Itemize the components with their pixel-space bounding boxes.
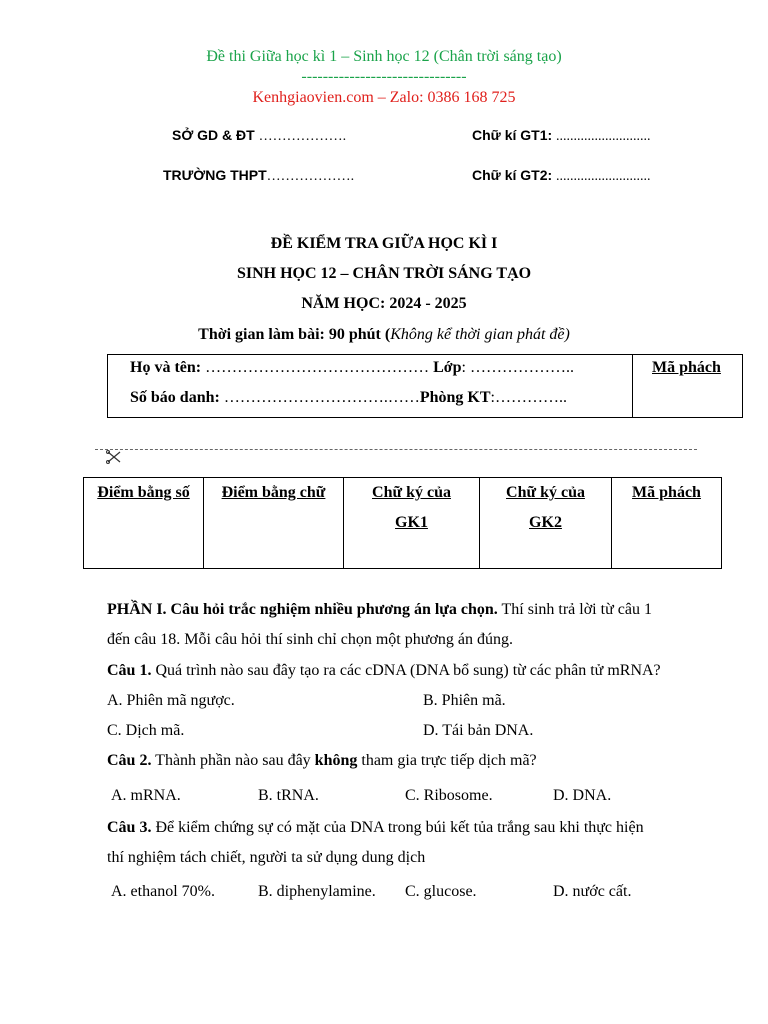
- q2-option-a: A. mRNA.: [111, 787, 181, 804]
- exam-title-line1: ĐỀ KIỂM TRA GIỮA HỌC KÌ I: [270, 235, 498, 252]
- gk1-header-line2: GK1: [395, 514, 428, 531]
- sbd-label: Số báo danh:: [130, 389, 220, 406]
- part1-instruction: đến câu 18. Mỗi câu hỏi thí sinh chỉ chọn một phương án đúng.: [107, 631, 513, 648]
- question-2: [107, 751, 537, 771]
- room-label: Phòng KT: [419, 389, 491, 406]
- gk2-signature-cell: [480, 478, 612, 568]
- exam-year: NĂM HỌC: 2024 - 2025: [301, 295, 467, 312]
- class-dots: : ………………..: [461, 359, 574, 376]
- q1-option-b: B. Phiên mã.: [423, 692, 506, 709]
- scissors-icon: [106, 450, 122, 464]
- question-2-text-bold: không: [314, 752, 358, 769]
- dash-separator: -------------------------------: [301, 68, 467, 85]
- name-row: [130, 358, 574, 378]
- room-dots: :…………..: [490, 389, 567, 406]
- so-gd-label: [172, 127, 346, 145]
- gk2-header-line2: GK2: [529, 514, 562, 531]
- score-words-cell: [204, 478, 344, 568]
- gt2-label: Chữ kí GT2:: [472, 167, 557, 183]
- name-dots: ……………………………………: [201, 359, 434, 376]
- so-gd-dots: ……………….: [258, 129, 347, 144]
- question-2-label: Câu 2.: [107, 752, 152, 769]
- gk2-header-line1: Chữ ký của: [506, 484, 585, 501]
- exam-duration: [0, 325, 768, 345]
- name-label: Họ và tên:: [130, 359, 202, 376]
- q2-option-c: C. Ribosome.: [405, 787, 493, 804]
- q2-option-b: B. tRNA.: [258, 787, 319, 804]
- q3-option-d: D. nước cất.: [553, 883, 632, 900]
- ma-phach-top: Mã phách: [652, 359, 721, 376]
- question-3-line2: thí nghiệm tách chiết, người ta sử dụng dung dịch: [107, 849, 426, 866]
- part1-heading-bold: PHẦN I. Câu hỏi trắc nghiệm nhiều phương án lựa chọn.: [107, 601, 498, 618]
- question-2-text-before: Thành phần nào sau đây: [151, 752, 315, 769]
- gt1-label: Chữ kí GT1:: [472, 127, 557, 143]
- q1-option-d: D. Tái bản DNA.: [423, 722, 534, 739]
- question-1: [107, 661, 661, 681]
- gt1-dots: ...........................: [556, 129, 651, 144]
- cut-line: [95, 449, 697, 450]
- truong-text: TRƯỜNG THPT: [163, 167, 267, 183]
- site-contact-line: Kenhgiaovien.com – Zalo: 0386 168 725: [252, 89, 516, 106]
- question-1-text: Quá trình nào sau đây tạo ra các cDNA (DNA bổ sung) từ các phân tử mRNA?: [151, 662, 661, 679]
- score-number-header: Điểm bằng số: [97, 484, 190, 501]
- gk1-signature-cell: [344, 478, 480, 568]
- ma-phach-cell: [612, 478, 721, 568]
- info-box-divider: [632, 355, 633, 418]
- truong-dots: ……………….: [266, 169, 355, 184]
- duration-note: Không kể thời gian phát đề): [390, 326, 570, 343]
- sbd-row: [130, 388, 567, 408]
- q1-option-c: C. Dịch mã.: [107, 722, 185, 739]
- q3-option-b: B. diphenylamine.: [258, 883, 376, 900]
- score-number-cell: [84, 478, 204, 568]
- exam-title-line2: SINH HỌC 12 – CHÂN TRỜI SÁNG TẠO: [236, 265, 532, 282]
- ma-phach-header: Mã phách: [632, 484, 701, 501]
- document-top-title: Đề thi Giữa học kì 1 – Sinh học 12 (Chân trời sáng tạo): [206, 48, 562, 65]
- sbd-dots: ………………………….……: [219, 389, 420, 406]
- duration-bold: Thời gian làm bài: 90 phút (: [198, 326, 391, 343]
- question-3: [107, 818, 644, 838]
- gt2-signature: [472, 167, 651, 185]
- gt2-dots: ...........................: [556, 169, 651, 184]
- q1-option-a: A. Phiên mã ngược.: [107, 692, 235, 709]
- truong-label: [163, 167, 354, 185]
- student-info-box: [107, 354, 743, 418]
- so-gd-text: SỞ GD & ĐT: [172, 127, 259, 143]
- class-label: Lớp: [433, 359, 462, 376]
- score-words-header: Điểm bằng chữ: [221, 484, 326, 501]
- part1-heading-rest: Thí sinh trả lời từ câu 1: [497, 601, 652, 618]
- question-2-text-after: tham gia trực tiếp dịch mã?: [357, 752, 537, 769]
- question-3-text: Để kiểm chứng sự có mặt của DNA trong búi kết tủa trắng sau khi thực hiện: [151, 819, 644, 836]
- score-table: [83, 477, 722, 569]
- question-1-label: Câu 1.: [107, 662, 152, 679]
- q2-option-d: D. DNA.: [553, 787, 612, 804]
- part1-heading: [107, 600, 652, 620]
- gt1-signature: [472, 127, 651, 145]
- gk1-header-line1: Chữ ký của: [372, 484, 451, 501]
- q3-option-c: C. glucose.: [405, 883, 477, 900]
- question-3-label: Câu 3.: [107, 819, 152, 836]
- q3-option-a: A. ethanol 70%.: [111, 883, 215, 900]
